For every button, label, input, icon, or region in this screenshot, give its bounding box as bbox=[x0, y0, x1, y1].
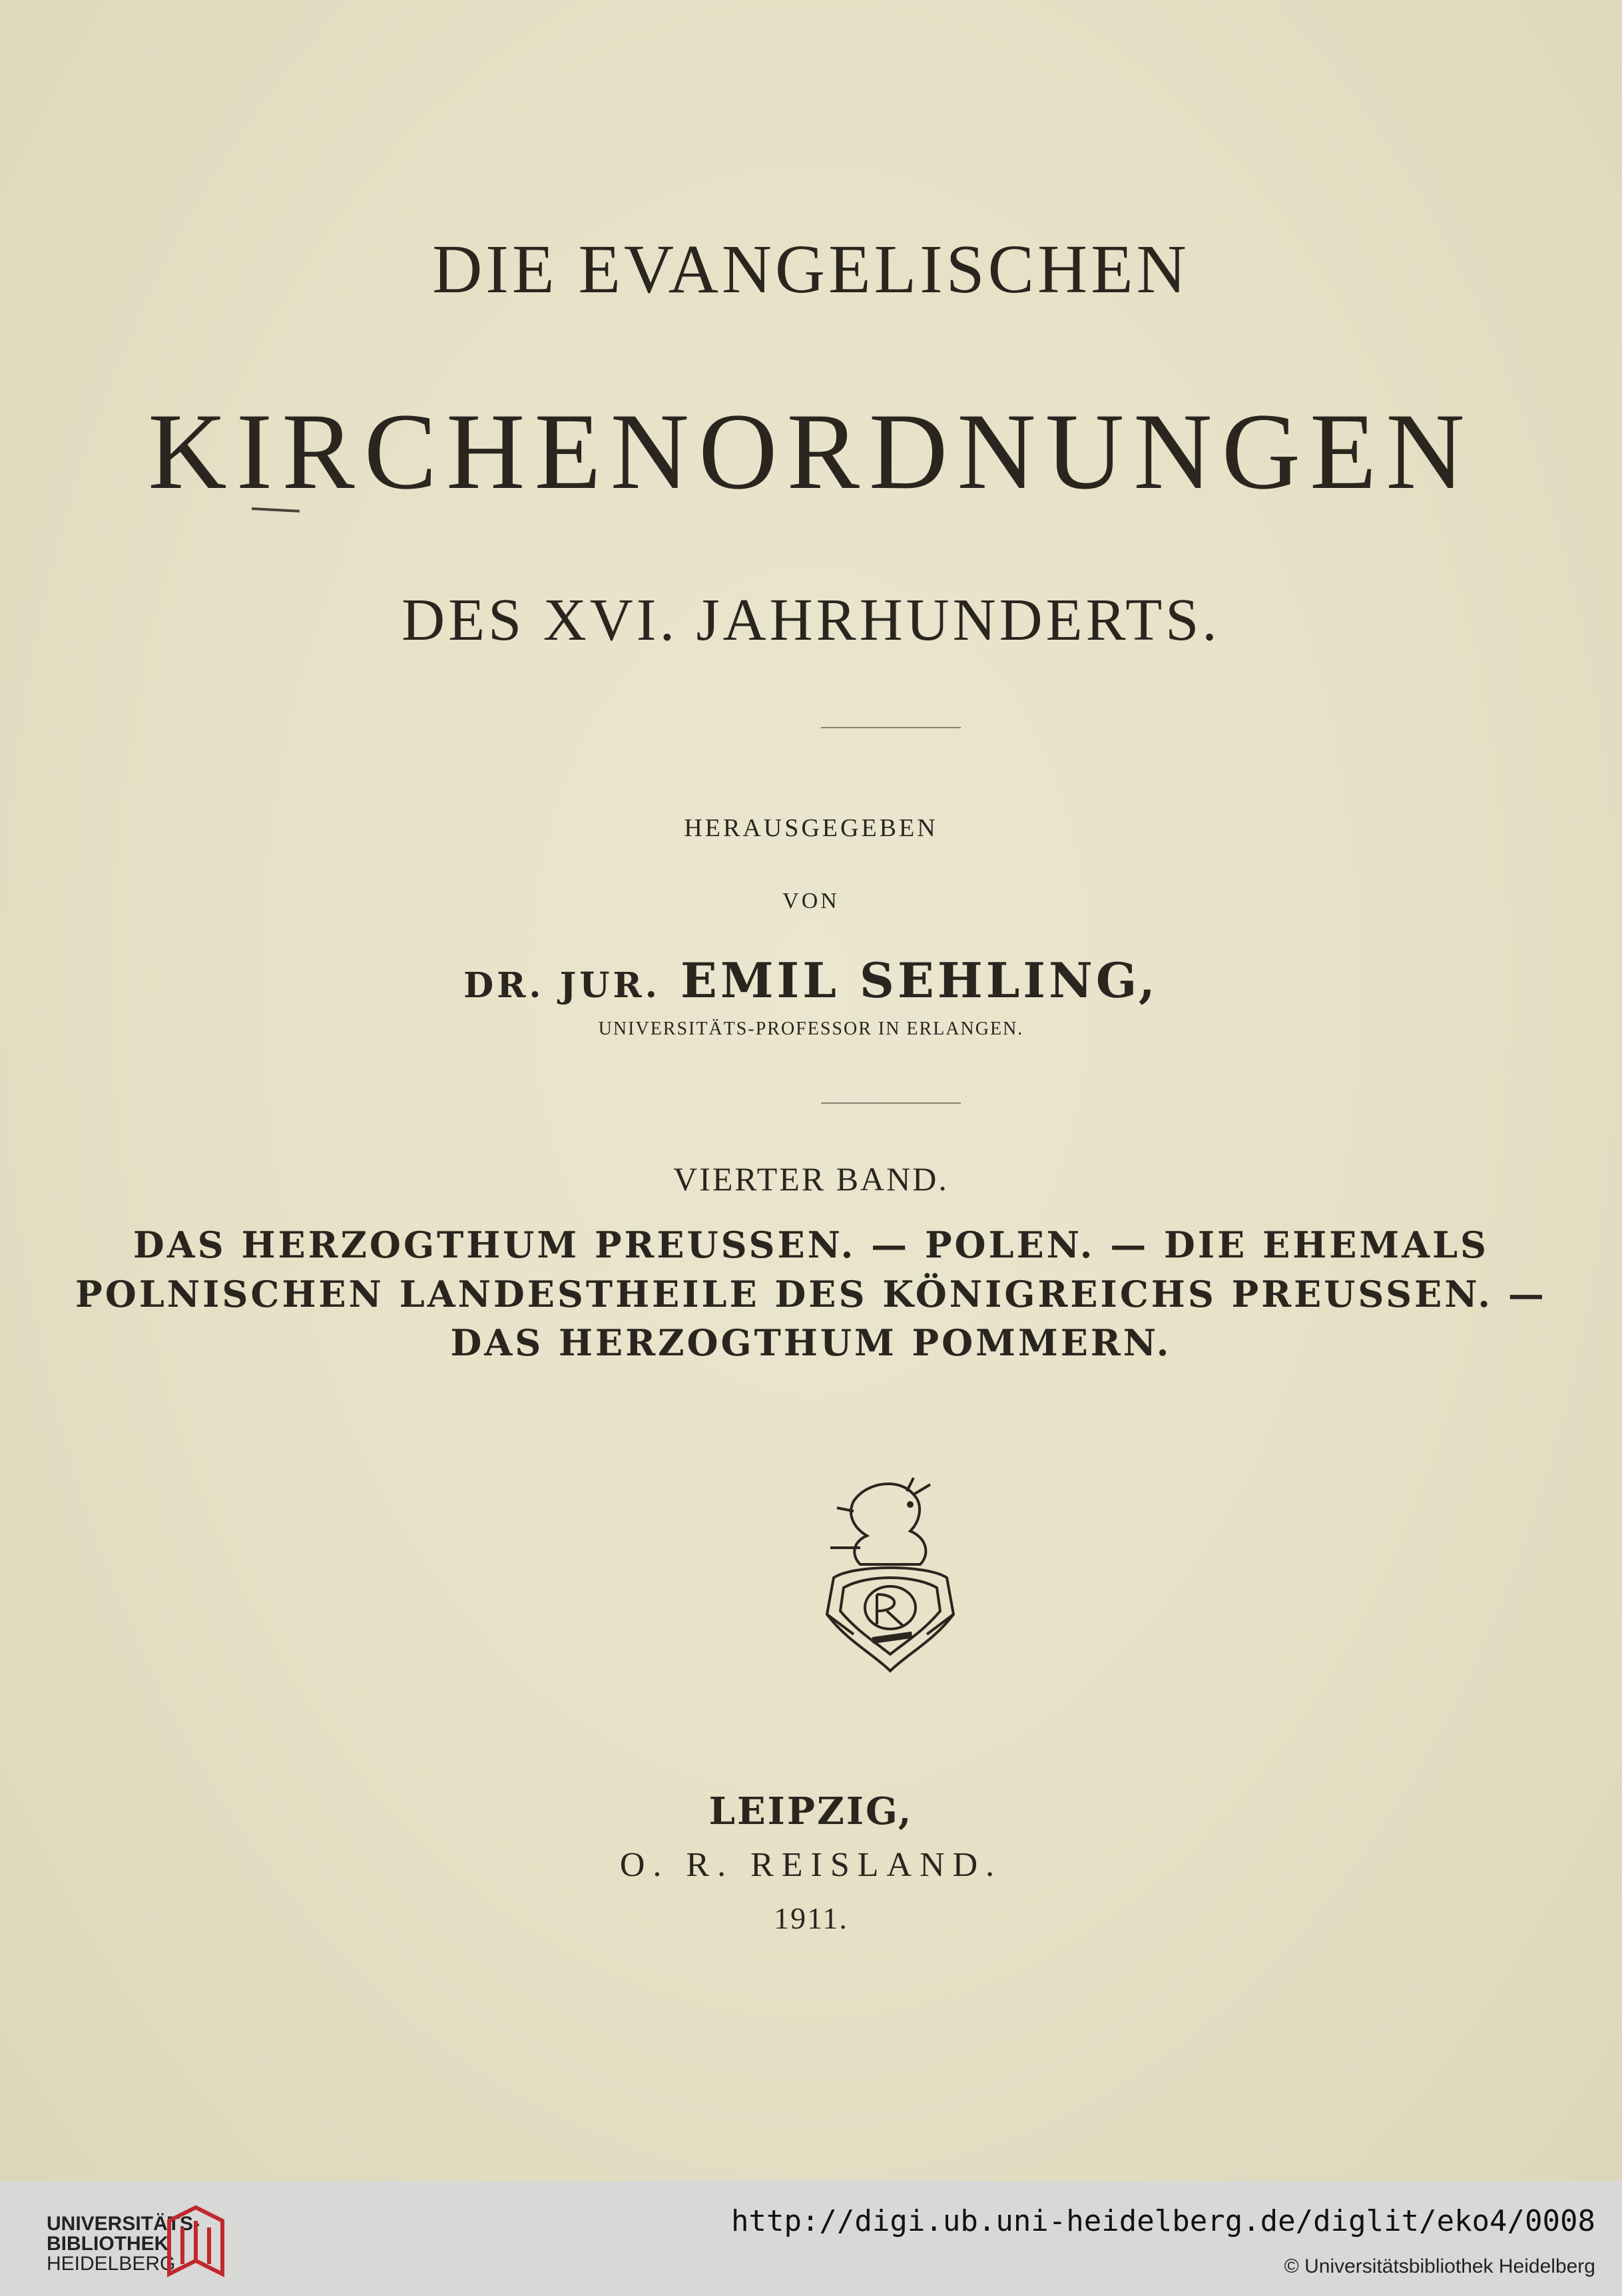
volume-subtitle-2: POLNISCHEN LANDESTHEILE DES KÖNIGREICHS PREUSSEN. — bbox=[75, 1273, 1547, 1315]
logo-line-3: HEIDELBERG bbox=[47, 2253, 176, 2275]
logo-line-1: UNIVERSITÄTS- bbox=[47, 2213, 200, 2235]
footer-bar bbox=[0, 2181, 1622, 2296]
editor-prefix: DR. JUR. bbox=[463, 965, 661, 1006]
editor-position: UNIVERSITÄTS-PROFESSOR IN ERLANGEN. bbox=[598, 1019, 1024, 1039]
editor-von: VON bbox=[782, 889, 840, 913]
editor-line bbox=[0, 952, 1622, 1009]
title-line-1: DIE EVANGELISCHEN bbox=[432, 231, 1190, 308]
imprint-year: 1911. bbox=[774, 1901, 848, 1935]
divider-1 bbox=[821, 727, 961, 728]
imprint-publisher: O. R. REISLAND. bbox=[619, 1846, 1003, 1884]
editor-label: HERAUSGEGEBEN bbox=[684, 814, 938, 842]
volume-subtitle-3: DAS HERZOGTHUM POMMERN. bbox=[450, 1321, 1172, 1364]
copyright-text: © Universitätsbibliothek Heidelberg bbox=[1284, 2255, 1595, 2277]
divider-2 bbox=[821, 1102, 961, 1104]
logo-line-2: BIBLIOTHEK bbox=[47, 2233, 169, 2255]
editor-name: EMIL SEHLING, bbox=[680, 952, 1159, 1009]
imprint-city: LEIPZIG, bbox=[708, 1789, 914, 1833]
permalink-url[interactable]: http://digi.ub.uni-heidelberg.de/diglit/eko4/0008 bbox=[730, 2204, 1595, 2238]
publisher-emblem-icon bbox=[814, 1475, 967, 1681]
ub-heidelberg-logo-icon bbox=[162, 2201, 226, 2281]
volume-number: VIERTER BAND. bbox=[673, 1160, 949, 1198]
volume-subtitle-1: DAS HERZOGTHUM PREUSSEN. — POLEN. — DIE EHEMALS bbox=[133, 1224, 1489, 1266]
title-line-3: DES XVI. JAHRHUNDERTS. bbox=[402, 587, 1220, 653]
title-line-2: KIRCHENORDNUNGEN bbox=[148, 391, 1474, 512]
